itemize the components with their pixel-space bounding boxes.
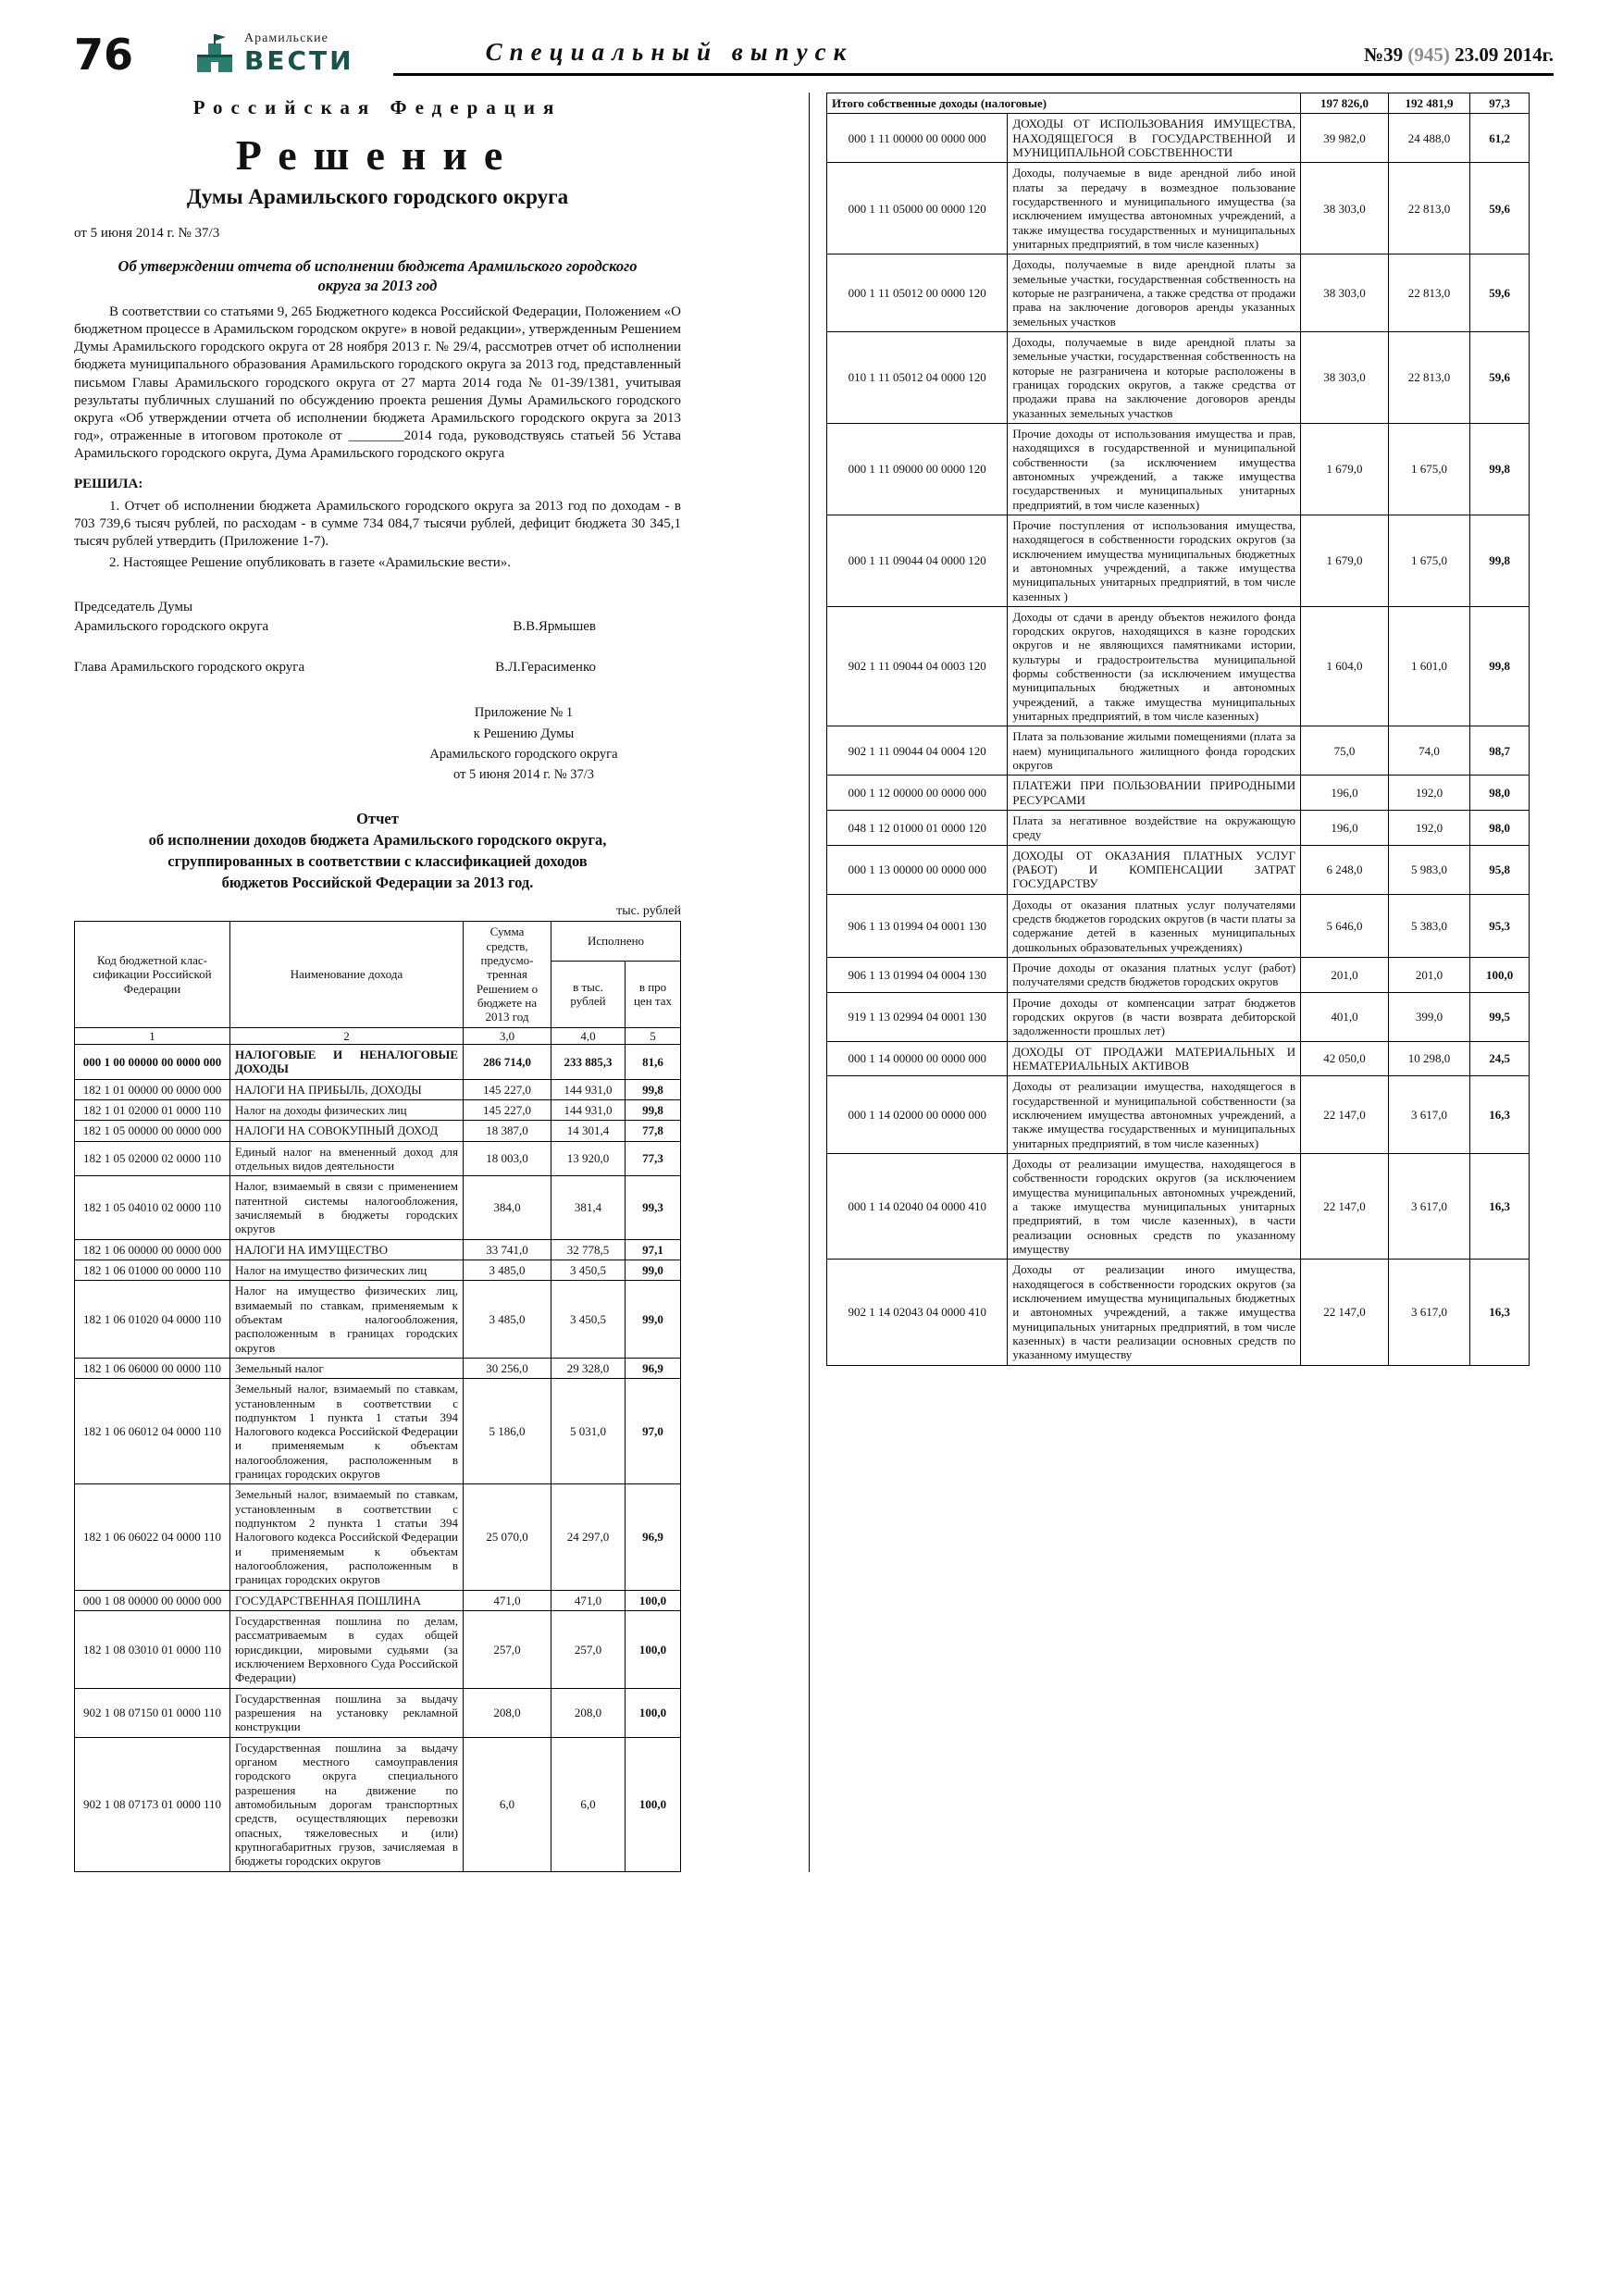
row-code-cell: 902 1 08 07150 01 0000 110 — [75, 1688, 230, 1737]
table-row — [75, 1688, 681, 1737]
row-sum-cell: 22 147,0 — [1301, 1153, 1389, 1259]
header-col-3: 3,0 — [464, 1027, 551, 1044]
appendix-line: от 5 июня 2014 г. № 37/3 — [453, 767, 594, 783]
row-sum-cell: 30 256,0 — [464, 1358, 551, 1378]
row-exec-cell: 144 931,0 — [551, 1079, 626, 1099]
right-column — [810, 93, 1554, 1872]
header-exec-pct: в про цен тах — [626, 961, 681, 1027]
row-code-cell: 902 1 14 02043 04 0000 410 — [827, 1260, 1008, 1365]
masthead — [74, 30, 1554, 81]
header-col-5: 5 — [626, 1027, 681, 1044]
row-exec-cell: 1 675,0 — [1388, 423, 1469, 515]
row-code-cell: 000 1 14 02000 00 0000 000 — [827, 1076, 1008, 1154]
row-exec-cell: 22 813,0 — [1388, 331, 1469, 423]
row-exec-cell: 14 301,4 — [551, 1121, 626, 1141]
table-row — [75, 1176, 681, 1239]
row-name-cell: Доходы от реализации имущества, находящегося в собственности городских округов (за исключением имущества муниципальных автономных учреждений, а также имущества муниципальных унитарных предприятий, в том числе казенных), в части реализации основных средств по указанному имуществу — [1008, 1153, 1301, 1259]
logo-title-top: Арамильские — [244, 31, 328, 45]
resolved-item: 2. Настоящее Решение опубликовать в газете «Арамильские вести». — [109, 555, 512, 571]
row-exec-cell: 3 617,0 — [1388, 1260, 1469, 1365]
signature-name: В.В.Ярмышев — [513, 618, 596, 634]
row-name-cell: ДОХОДЫ ОТ ОКАЗАНИЯ ПЛАТНЫХ УСЛУГ (РАБОТ) И КОМПЕНСАЦИИ ЗАТРАТ ГОСУДАРСТВУ — [1008, 845, 1301, 894]
decree-subject: Об утверждении отчета об исполнении бюджета Арамильского городского округа за 2013 год — [118, 257, 638, 295]
row-sum-cell: 38 303,0 — [1301, 254, 1389, 332]
row-code-cell: 000 1 14 02040 04 0000 410 — [827, 1153, 1008, 1259]
row-pct-cell: 99,5 — [1470, 992, 1530, 1041]
row-pct-cell: 81,6 — [626, 1044, 681, 1079]
table-row — [75, 1484, 681, 1590]
row-exec-cell: 1 675,0 — [1388, 515, 1469, 606]
row-pct-cell: 95,3 — [1470, 894, 1530, 957]
row-code-cell: 182 1 05 04010 02 0000 110 — [75, 1176, 230, 1239]
table-row — [827, 726, 1530, 776]
signature-gap — [74, 636, 681, 658]
row-sum-cell: 18 003,0 — [464, 1141, 551, 1176]
row-exec-cell: 74,0 — [1388, 726, 1469, 776]
row-pct-cell: 16,3 — [1470, 1153, 1530, 1259]
row-name-cell: Единый налог на вмененный доход для отдельных видов деятельности — [230, 1141, 464, 1176]
row-exec-cell: 32 778,5 — [551, 1239, 626, 1260]
row-name-cell: Налог на доходы физических лиц — [230, 1099, 464, 1120]
row-name-cell: Налог на имущество физических лиц — [230, 1260, 464, 1280]
row-pct-cell: 100,0 — [626, 1688, 681, 1737]
row-name-cell: Земельный налог, взимаемый по ставкам, установленным в соответствии с подпунктом 2 пункта 1 статьи 394 Налогового кодекса Российской Федерации и применяемым к объектам налогообложения, расположенным в границах городских округов — [230, 1484, 464, 1590]
appendix-line: к Решению Думы — [473, 726, 575, 741]
report-title-line: Отчет — [356, 809, 399, 827]
row-name-cell: Земельный налог, взимаемый по ставкам, установленным в соответствии с подпунктом 1 пункта 1 статьи 394 Налогового кодекса Российской Федерации и применяемым к объектам налогообложения, расположенным в границах городских округов — [230, 1379, 464, 1484]
row-code-cell: 906 1 13 01994 04 0004 130 — [827, 958, 1008, 993]
row-sum-cell: 384,0 — [464, 1176, 551, 1239]
table-row — [75, 1079, 681, 1099]
table-row — [75, 1141, 681, 1176]
row-name-cell: НАЛОГИ НА ИМУЩЕСТВО — [230, 1239, 464, 1260]
row-code-cell: 182 1 06 01000 00 0000 110 — [75, 1260, 230, 1280]
row-code-cell: 010 1 11 05012 04 0000 120 — [827, 331, 1008, 423]
row-name-cell: Доходы, получаемые в виде арендной платы за земельные участки, государственная собственность на которые не разграничена и которые расположены в границах городских округов, а также средства от продажи права на заключение договоров аренды указанных земельных участков — [1008, 331, 1301, 423]
row-name-cell: Плата за пользование жилыми помещениями (плата за наем) муниципального жилищного фонда городских округов — [1008, 726, 1301, 776]
row-pct-cell: 100,0 — [1470, 958, 1530, 993]
row-code-cell: 000 1 11 09044 04 0000 120 — [827, 515, 1008, 606]
row-exec-cell: 257,0 — [551, 1611, 626, 1689]
header-number-row — [75, 1027, 681, 1044]
row-sum-cell: 25 070,0 — [464, 1484, 551, 1590]
row-pct-cell: 99,8 — [1470, 423, 1530, 515]
row-name-cell: Прочие доходы от оказания платных услуг (работ) получателями средств бюджетов городских округов — [1008, 958, 1301, 993]
row-code-cell: 182 1 01 02000 01 0000 110 — [75, 1099, 230, 1120]
signature-role: Арамильского городского округа — [74, 618, 269, 634]
row-pct-cell: 97,0 — [626, 1379, 681, 1484]
row-name-cell: Плата за негативное воздействие на окружающую среду — [1008, 811, 1301, 846]
table-row — [827, 811, 1530, 846]
row-sum-cell: 6 248,0 — [1301, 845, 1389, 894]
row-exec-cell: 233 885,3 — [551, 1044, 626, 1079]
resolved-item: 1. Отчет об исполнении бюджета Арамильского городского округа за 2013 год по доходам - в 703 739,6 тысяч рублей, по расходам - в сумме 734 084,7 тысячи рублей, дефицит бюджета 30 345,1 тысяч рублей утвердить (Приложение 1-7). — [74, 498, 681, 549]
row-sum-cell: 257,0 — [464, 1611, 551, 1689]
row-code-cell: 182 1 01 00000 00 0000 000 — [75, 1079, 230, 1099]
resolved-label: РЕШИЛА: — [74, 476, 143, 491]
units-label: тыс. рублей — [616, 904, 681, 919]
row-sum-cell: 5 646,0 — [1301, 894, 1389, 957]
issue-number: №39 — [1363, 43, 1408, 66]
total-sum-cell: 197 826,0 — [1301, 93, 1389, 114]
row-pct-cell: 99,8 — [626, 1079, 681, 1099]
row-code-cell: 000 1 13 00000 00 0000 000 — [827, 845, 1008, 894]
income-table-right — [826, 93, 1530, 1366]
decree-country: Российская Федерация — [192, 96, 563, 118]
resolved-items — [74, 498, 681, 573]
row-exec-cell: 10 298,0 — [1388, 1041, 1469, 1076]
signature-role: Глава Арамильского городского округа — [74, 659, 305, 675]
total-row — [827, 93, 1530, 114]
row-exec-cell: 24 488,0 — [1388, 114, 1469, 163]
row-pct-cell: 100,0 — [626, 1737, 681, 1871]
row-exec-cell: 192,0 — [1388, 776, 1469, 811]
row-code-cell: 182 1 05 02000 02 0000 110 — [75, 1141, 230, 1176]
row-sum-cell: 1 604,0 — [1301, 606, 1389, 726]
issue-date: 23.09 2014г. — [1449, 43, 1554, 66]
row-sum-cell: 196,0 — [1301, 776, 1389, 811]
row-exec-cell: 3 617,0 — [1388, 1076, 1469, 1154]
row-code-cell: 182 1 06 06000 00 0000 110 — [75, 1358, 230, 1378]
appendix-line: Арамильского городского округа — [429, 747, 618, 762]
row-sum-cell: 3 485,0 — [464, 1281, 551, 1359]
row-exec-cell: 22 813,0 — [1388, 163, 1469, 254]
row-name-cell: Доходы от оказания платных услуг получателями средств бюджетов городских округов (в части платы за содержание детей в казенных муниципальных дошкольных образовательных учреждениях) — [1008, 894, 1301, 957]
row-name-cell: Доходы от реализации имущества, находящегося в государственной и муниципальной собственности (за исключением имущества автономных учреждений, а также имущества государственных и муниципальных унитарных предприятий, в том числе казенных) — [1008, 1076, 1301, 1154]
appendix-block — [366, 702, 681, 786]
decree-body — [74, 304, 681, 464]
row-pct-cell: 16,3 — [1470, 1260, 1530, 1365]
row-sum-cell: 5 186,0 — [464, 1379, 551, 1484]
row-exec-cell: 22 813,0 — [1388, 254, 1469, 332]
table-row — [75, 1281, 681, 1359]
table-row — [75, 1611, 681, 1689]
row-code-cell: 000 1 11 00000 00 0000 000 — [827, 114, 1008, 163]
table-row — [75, 1379, 681, 1484]
issue-number-paren: (945) — [1407, 43, 1450, 66]
row-pct-cell: 98,7 — [1470, 726, 1530, 776]
table-row — [827, 114, 1530, 163]
row-exec-cell: 5 983,0 — [1388, 845, 1469, 894]
row-pct-cell: 59,6 — [1470, 331, 1530, 423]
row-code-cell: 000 1 14 00000 00 0000 000 — [827, 1041, 1008, 1076]
row-code-cell: 182 1 06 01020 04 0000 110 — [75, 1281, 230, 1359]
table-row — [75, 1044, 681, 1079]
table-row — [75, 1358, 681, 1378]
row-code-cell: 182 1 06 06022 04 0000 110 — [75, 1484, 230, 1590]
row-exec-cell: 29 328,0 — [551, 1358, 626, 1378]
decree-subtitle: Думы Арамильского городского округа — [186, 185, 569, 208]
table-row — [75, 1737, 681, 1871]
row-pct-cell: 99,8 — [626, 1099, 681, 1120]
row-exec-cell: 144 931,0 — [551, 1099, 626, 1120]
row-pct-cell: 99,8 — [1470, 515, 1530, 606]
row-exec-cell: 201,0 — [1388, 958, 1469, 993]
table-row — [827, 1041, 1530, 1076]
row-pct-cell: 96,9 — [626, 1358, 681, 1378]
row-name-cell: Государственная пошлина за выдачу органом местного самоуправления городского округа специального разрешения на движение по автомобильным дорогам транспортных средств, осуществляющих перевозки опасных, тяжеловесных и (или) крупногабаритных грузов, зачисляемая в бюджеты городских округов — [230, 1737, 464, 1871]
signature-line — [74, 658, 681, 676]
row-sum-cell: 201,0 — [1301, 958, 1389, 993]
content-columns — [74, 93, 1554, 1872]
row-exec-cell: 471,0 — [551, 1590, 626, 1610]
row-pct-cell: 97,1 — [626, 1239, 681, 1260]
row-code-cell: 000 1 12 00000 00 0000 000 — [827, 776, 1008, 811]
header-executed: Исполнено — [551, 922, 681, 962]
row-sum-cell: 208,0 — [464, 1688, 551, 1737]
table-row — [75, 1239, 681, 1260]
row-pct-cell: 98,0 — [1470, 776, 1530, 811]
row-code-cell: 906 1 13 01994 04 0001 130 — [827, 894, 1008, 957]
row-name-cell: ПЛАТЕЖИ ПРИ ПОЛЬЗОВАНИИ ПРИРОДНЫМИ РЕСУРСАМИ — [1008, 776, 1301, 811]
row-pct-cell: 98,0 — [1470, 811, 1530, 846]
row-sum-cell: 471,0 — [464, 1590, 551, 1610]
row-code-cell: 902 1 11 09044 04 0003 120 — [827, 606, 1008, 726]
row-name-cell: Доходы, получаемые в виде арендной платы за земельные участки, государственная собственность на которые не разграничена, а также средства от продажи права на заключение договоров аренды указанных земельных участков — [1008, 254, 1301, 332]
logo-title-main: ВЕСТИ — [244, 45, 354, 76]
signature-name: В.Л.Герасименко — [495, 659, 596, 675]
report-title-line: сгруппированных в соответствии с классификацией доходов — [167, 852, 588, 871]
row-code-cell: 902 1 08 07173 01 0000 110 — [75, 1737, 230, 1871]
row-name-cell: Земельный налог — [230, 1358, 464, 1378]
row-pct-cell: 100,0 — [626, 1590, 681, 1610]
row-code-cell: 182 1 05 00000 00 0000 000 — [75, 1121, 230, 1141]
row-sum-cell: 42 050,0 — [1301, 1041, 1389, 1076]
row-name-cell: Налог, взимаемый в связи с применением патентной системы налогообложения, зачисляемый в бюджеты городских округов — [230, 1176, 464, 1239]
row-code-cell: 000 1 11 05000 00 0000 120 — [827, 163, 1008, 254]
signature-line — [74, 617, 681, 636]
row-pct-cell: 59,6 — [1470, 163, 1530, 254]
income-table-left-body — [75, 1044, 681, 1871]
row-exec-cell: 5 383,0 — [1388, 894, 1469, 957]
row-pct-cell: 61,2 — [1470, 114, 1530, 163]
row-exec-cell: 5 031,0 — [551, 1379, 626, 1484]
row-pct-cell: 99,0 — [626, 1281, 681, 1359]
row-code-cell: 000 1 08 00000 00 0000 000 — [75, 1590, 230, 1610]
header-col-1: 1 — [75, 1027, 230, 1044]
row-sum-cell: 75,0 — [1301, 726, 1389, 776]
row-sum-cell: 39 982,0 — [1301, 114, 1389, 163]
table-row — [827, 992, 1530, 1041]
row-name-cell: Прочие доходы от компенсации затрат бюджетов городских округов (в части возврата дебиторской задолженности прошлых лет) — [1008, 992, 1301, 1041]
row-code-cell: 000 1 11 09000 00 0000 120 — [827, 423, 1008, 515]
row-exec-cell: 3 450,5 — [551, 1281, 626, 1359]
table-row — [827, 254, 1530, 332]
row-pct-cell: 59,6 — [1470, 254, 1530, 332]
row-sum-cell: 38 303,0 — [1301, 331, 1389, 423]
row-sum-cell: 22 147,0 — [1301, 1260, 1389, 1365]
report-title — [74, 808, 681, 893]
table-row — [827, 515, 1530, 606]
row-pct-cell: 77,3 — [626, 1141, 681, 1176]
row-name-cell: ДОХОДЫ ОТ ИСПОЛЬЗОВАНИЯ ИМУЩЕСТВА, НАХОДЯЩЕГОСЯ В ГОСУДАРСТВЕННОЙ И МУНИЦИПАЛЬНОЙ СОБСТВЕННОСТИ — [1008, 114, 1301, 163]
table-row — [827, 331, 1530, 423]
row-code-cell: 000 1 00 00000 00 0000 000 — [75, 1044, 230, 1079]
row-sum-cell: 401,0 — [1301, 992, 1389, 1041]
row-pct-cell: 96,9 — [626, 1484, 681, 1590]
row-sum-cell: 1 679,0 — [1301, 515, 1389, 606]
report-title-line: об исполнении доходов бюджета Арамильского городского округа, — [148, 831, 607, 850]
income-table-left — [74, 921, 681, 1871]
row-code-cell: 182 1 08 03010 01 0000 110 — [75, 1611, 230, 1689]
decree-date: от 5 июня 2014 г. № 37/3 — [74, 226, 220, 241]
header-exec-rub: в тыс. рублей — [551, 961, 626, 1027]
table-row — [827, 163, 1530, 254]
table-row — [75, 1260, 681, 1280]
row-exec-cell: 1 601,0 — [1388, 606, 1469, 726]
page-number: 76 — [74, 30, 134, 81]
appendix-line: Приложение № 1 — [474, 705, 574, 721]
header-name: Наименование дохода — [230, 922, 464, 1027]
row-name-cell: ДОХОДЫ ОТ ПРОДАЖИ МАТЕРИАЛЬНЫХ И НЕМАТЕРИАЛЬНЫХ АКТИВОВ — [1008, 1041, 1301, 1076]
row-name-cell: Прочие доходы от использования имущества и прав, находящихся в государственной и муниципальной собственности (за исключением имущества автономных учреждений, а также имущества государственных и муниципальных унитарных предприятий, в том числе казенных) — [1008, 423, 1301, 515]
row-sum-cell: 196,0 — [1301, 811, 1389, 846]
row-exec-cell: 192,0 — [1388, 811, 1469, 846]
row-sum-cell: 38 303,0 — [1301, 163, 1389, 254]
row-pct-cell: 99,3 — [626, 1176, 681, 1239]
total-exec-cell: 192 481,9 — [1388, 93, 1469, 114]
row-code-cell: 048 1 12 01000 01 0000 120 — [827, 811, 1008, 846]
row-pct-cell: 24,5 — [1470, 1041, 1530, 1076]
table-row — [75, 1121, 681, 1141]
row-pct-cell: 95,8 — [1470, 845, 1530, 894]
header-col-4: 4,0 — [551, 1027, 626, 1044]
table-row — [827, 894, 1530, 957]
decree-paragraph: В соответствии со статьями 9, 265 Бюджетного кодекса Российской Федерации, Положением «О бюджетном процессе в Арамильском городском округе» в новой редакции», утвержденным Решением Думы Арамильского городского округа от 28 ноября 2013 г. № 29/4, рассмотрев отчет об исполнении бюджета муниципального образования Арамильского городского округа за 2013 год, представленный письмом Главы Арамильского городского округа от 27 марта 2014 года № 01-39/1381, учитывая результаты публичных слушаний по обсуждению проекта решения Думы Арамильского городского округа «Об утверждении отчета об исполнении бюджета Арамильского городского округа за 2013 год», отраженные в итоговом протоколе от ________2014 года, руководствуясь статьей 56 Устава Арамильского городского округа, Дума Арамильского городского округа — [74, 304, 681, 462]
row-exec-cell: 24 297,0 — [551, 1484, 626, 1590]
issue-title: Специальный выпуск — [485, 38, 854, 66]
table-row — [827, 606, 1530, 726]
table-row — [827, 1153, 1530, 1259]
issue-info — [1364, 43, 1554, 67]
row-name-cell: НАЛОГИ НА ПРИБЫЛЬ, ДОХОДЫ — [230, 1079, 464, 1099]
row-sum-cell: 145 227,0 — [464, 1099, 551, 1120]
row-exec-cell: 381,4 — [551, 1176, 626, 1239]
row-name-cell: Доходы от реализации иного имущества, находящегося в собственности городских округов (за исключением имущества муниципальных бюджетных и автономных учреждений, а также имущества муниципальных унитарных предприятий, в том числе казенных) в части реализации основных средств по указанному имуществу — [1008, 1260, 1301, 1365]
row-pct-cell: 100,0 — [626, 1611, 681, 1689]
table-row — [827, 1260, 1530, 1365]
row-code-cell: 182 1 06 06012 04 0000 110 — [75, 1379, 230, 1484]
row-code-cell: 919 1 13 02994 04 0001 130 — [827, 992, 1008, 1041]
row-pct-cell: 99,8 — [1470, 606, 1530, 726]
table-row — [827, 776, 1530, 811]
table-row — [75, 1099, 681, 1120]
row-exec-cell: 208,0 — [551, 1688, 626, 1737]
signatures — [74, 598, 681, 676]
row-exec-cell: 13 920,0 — [551, 1141, 626, 1176]
row-sum-cell: 286 714,0 — [464, 1044, 551, 1079]
newspaper-logo-icon — [192, 31, 237, 76]
table-row — [75, 1590, 681, 1610]
masthead-right — [393, 38, 1554, 76]
row-name-cell: ГОСУДАРСТВЕННАЯ ПОШЛИНА — [230, 1590, 464, 1610]
row-sum-cell: 18 387,0 — [464, 1121, 551, 1141]
row-name-cell: НАЛОГОВЫЕ И НЕНАЛОГОВЫЕ ДОХОДЫ — [230, 1044, 464, 1079]
row-name-cell: Прочие поступления от использования имущества, находящегося в собственности городских округов (за исключением имущества муниципальных бюджетных и автономных учреждений, а также имущества муниципальных унитарных предприятий, в том числе казенных ) — [1008, 515, 1301, 606]
table-row — [827, 845, 1530, 894]
row-code-cell: 000 1 11 05012 00 0000 120 — [827, 254, 1008, 332]
total-pct-cell: 97,3 — [1470, 93, 1530, 114]
row-code-cell: 182 1 06 00000 00 0000 000 — [75, 1239, 230, 1260]
row-code-cell: 902 1 11 09044 04 0004 120 — [827, 726, 1008, 776]
row-sum-cell: 3 485,0 — [464, 1260, 551, 1280]
table-row — [827, 958, 1530, 993]
income-table-header — [75, 922, 681, 1045]
table-row — [827, 1076, 1530, 1154]
header-sum: Сумма средств, предусмо-тренная Решением о бюджете на 2013 год — [464, 922, 551, 1027]
row-exec-cell: 6,0 — [551, 1737, 626, 1871]
newspaper-logo-text — [244, 32, 354, 76]
header-code: Код бюджетной клас-сификации Российской Федерации — [75, 922, 230, 1027]
left-column — [74, 93, 810, 1872]
row-name-cell: Доходы, получаемые в виде арендной либо иной платы за передачу в возмездное пользование государственного и муниципального имущества (за исключением имущества автономных учреждений, а также имущества государственных и муниципальных унитарных предприятий, в том числе казенных) — [1008, 163, 1301, 254]
row-name-cell: Налог на имущество физических лиц, взимаемый по ставкам, применяемым к объектам налогообложения, расположенным в границах городских округов — [230, 1281, 464, 1359]
row-sum-cell: 6,0 — [464, 1737, 551, 1871]
newspaper-logo — [192, 31, 354, 76]
row-sum-cell: 145 227,0 — [464, 1079, 551, 1099]
row-name-cell: Государственная пошлина по делам, рассматриваемым в судах общей юрисдикции, мировыми судьями (за исключением Верховного Суда Российской Федерации) — [230, 1611, 464, 1689]
signature-role: Председатель Думы — [74, 600, 193, 615]
table-row — [827, 423, 1530, 515]
row-name-cell: НАЛОГИ НА СОВОКУПНЫЙ ДОХОД — [230, 1121, 464, 1141]
row-name-cell: Государственная пошлина за выдачу разрешения на установку рекламной конструкции — [230, 1688, 464, 1737]
total-label-cell: Итого собственные доходы (налоговые) — [827, 93, 1301, 114]
row-exec-cell: 3 450,5 — [551, 1260, 626, 1280]
row-sum-cell: 1 679,0 — [1301, 423, 1389, 515]
row-pct-cell: 16,3 — [1470, 1076, 1530, 1154]
row-exec-cell: 3 617,0 — [1388, 1153, 1469, 1259]
decree-title: Решение — [235, 131, 520, 179]
row-name-cell: Доходы от сдачи в аренду объектов нежилого фонда городских округов, находящихся в казне городских округов и не являющихся памятниками истории, культуры и градостроительства муниципальной формы собственности (за исключением имущества муниципальных бюджетных и автономных учреждений, а также имущества муниципальных унитарных предприятий, в том числе казенных) — [1008, 606, 1301, 726]
row-pct-cell: 99,0 — [626, 1260, 681, 1280]
row-pct-cell: 77,8 — [626, 1121, 681, 1141]
row-exec-cell: 399,0 — [1388, 992, 1469, 1041]
header-col-2: 2 — [230, 1027, 464, 1044]
report-title-line: бюджетов Российской Федерации за 2013 год. — [221, 874, 534, 892]
row-sum-cell: 33 741,0 — [464, 1239, 551, 1260]
income-table-right-body — [827, 114, 1530, 1365]
row-sum-cell: 22 147,0 — [1301, 1076, 1389, 1154]
